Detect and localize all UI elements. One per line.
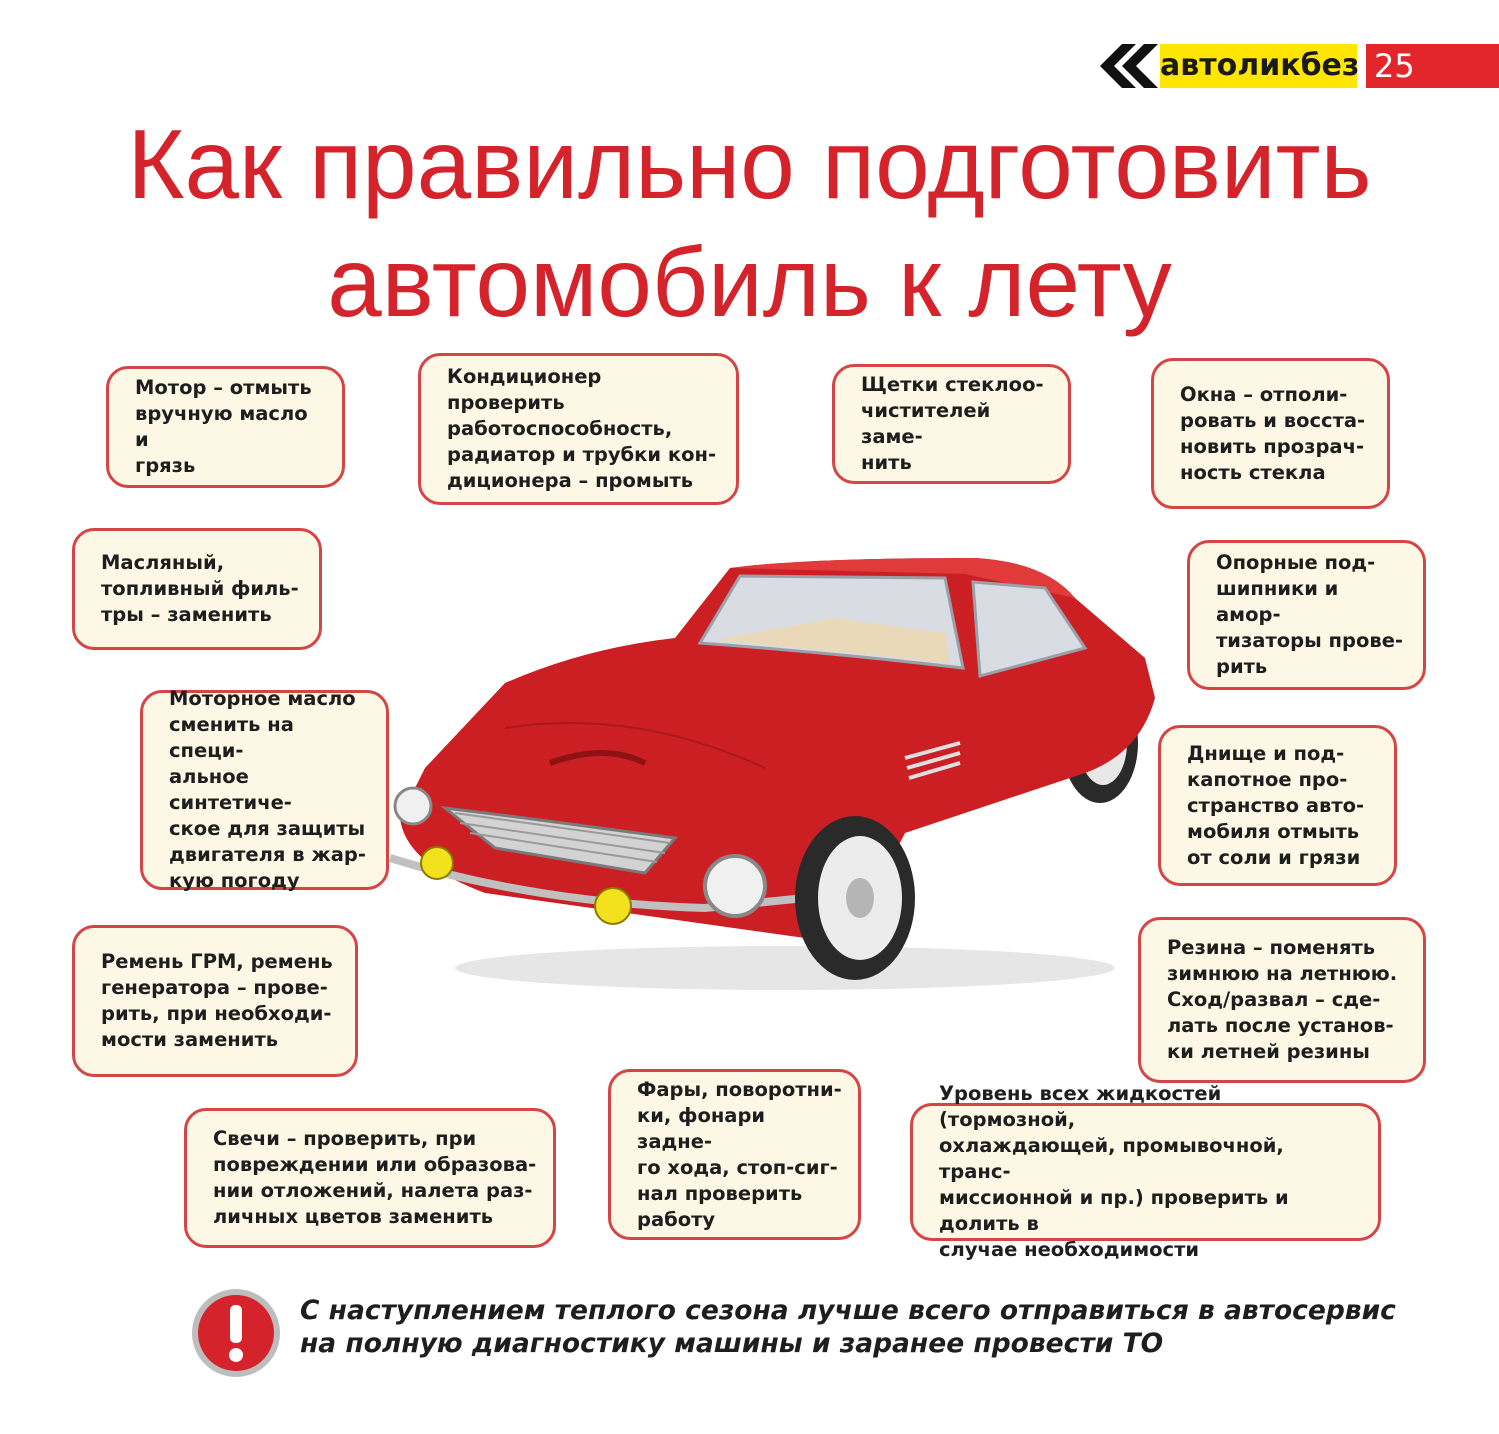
red-car-illustration	[385, 548, 1175, 1008]
tip-text: Опорные под- шипники и амор- тизаторы прове- рить	[1216, 551, 1404, 678]
tip-box-spark-plugs	[184, 1108, 556, 1248]
tip-text: Щетки стеклоо- чистителей заме- нить	[861, 373, 1044, 474]
tip-box-motor-oil	[140, 687, 389, 892]
tip-text: Ремень ГРМ, ремень генератора – прове- рить, при необходи- мости заменить	[101, 950, 333, 1051]
tip-text: Резина – поменять зимнюю на летнюю. Сход/развал – сде- лать после установ- ки летней резины	[1167, 936, 1398, 1063]
tip-text: Мотор – отмыть вручную масло и грязь	[135, 376, 312, 477]
page-title-line-2: автомобиль к лету	[327, 227, 1172, 337]
tip-box-underbody	[1158, 725, 1397, 886]
footer-note: С наступлением теплого сезона лучше всего отправиться в автосервис на полную диагностику машины и заранее провести ТО	[300, 1295, 1396, 1359]
tip-box-wipers	[832, 364, 1071, 484]
tip-text: Свечи – проверить, при повреждении или образова- нии отложений, налета раз- личных цветов заменить	[213, 1127, 537, 1228]
tip-box-windows	[1151, 358, 1390, 509]
tip-box-timing-belt	[72, 925, 358, 1077]
page-number: 25	[1366, 44, 1499, 88]
tip-box-filters	[72, 528, 322, 650]
tip-box-engine-wash	[106, 366, 345, 488]
tip-text: Окна – отполи- ровать и восста- новить прозрач- ность стекла	[1180, 382, 1366, 484]
tip-text: Днище и под- капотное про- странство авто- мобиля отмыть от соли и грязи	[1187, 741, 1365, 869]
section-rubric: автоликбез	[1160, 44, 1357, 88]
tip-text: Моторное масло сменить на специ- альное синтетиче- ское для защиты двигателя в жар- кую погоду	[169, 687, 366, 892]
tip-box-fluids	[910, 1082, 1381, 1261]
exclamation-warning-icon	[190, 1287, 282, 1379]
tip-text: Кондиционер проверить работоспособность, радиатор и трубки кон- диционера – промыть	[447, 365, 717, 492]
tip-text: Уровень всех жидкостей (тормозной, охлаждающей, промывочной, транс- миссионной и пр.) проверить и долить в случае необходимости	[939, 1082, 1289, 1261]
tip-box-shock-absorbers	[1187, 540, 1426, 690]
tip-box-air-conditioner	[418, 353, 739, 505]
tip-text: Фары, поворотни- ки, фонари задне- го хода, стоп-сиг- нал проверить работу	[637, 1077, 842, 1231]
chevron-arrows-icon	[1100, 44, 1164, 88]
page-title	[0, 105, 1499, 341]
page-title-line-1: Как правильно подготовить	[127, 109, 1372, 219]
tip-box-lights	[608, 1069, 861, 1240]
tip-text: Масляный, топливный филь- тры – заменить	[101, 551, 299, 626]
tip-box-tires	[1138, 917, 1426, 1083]
